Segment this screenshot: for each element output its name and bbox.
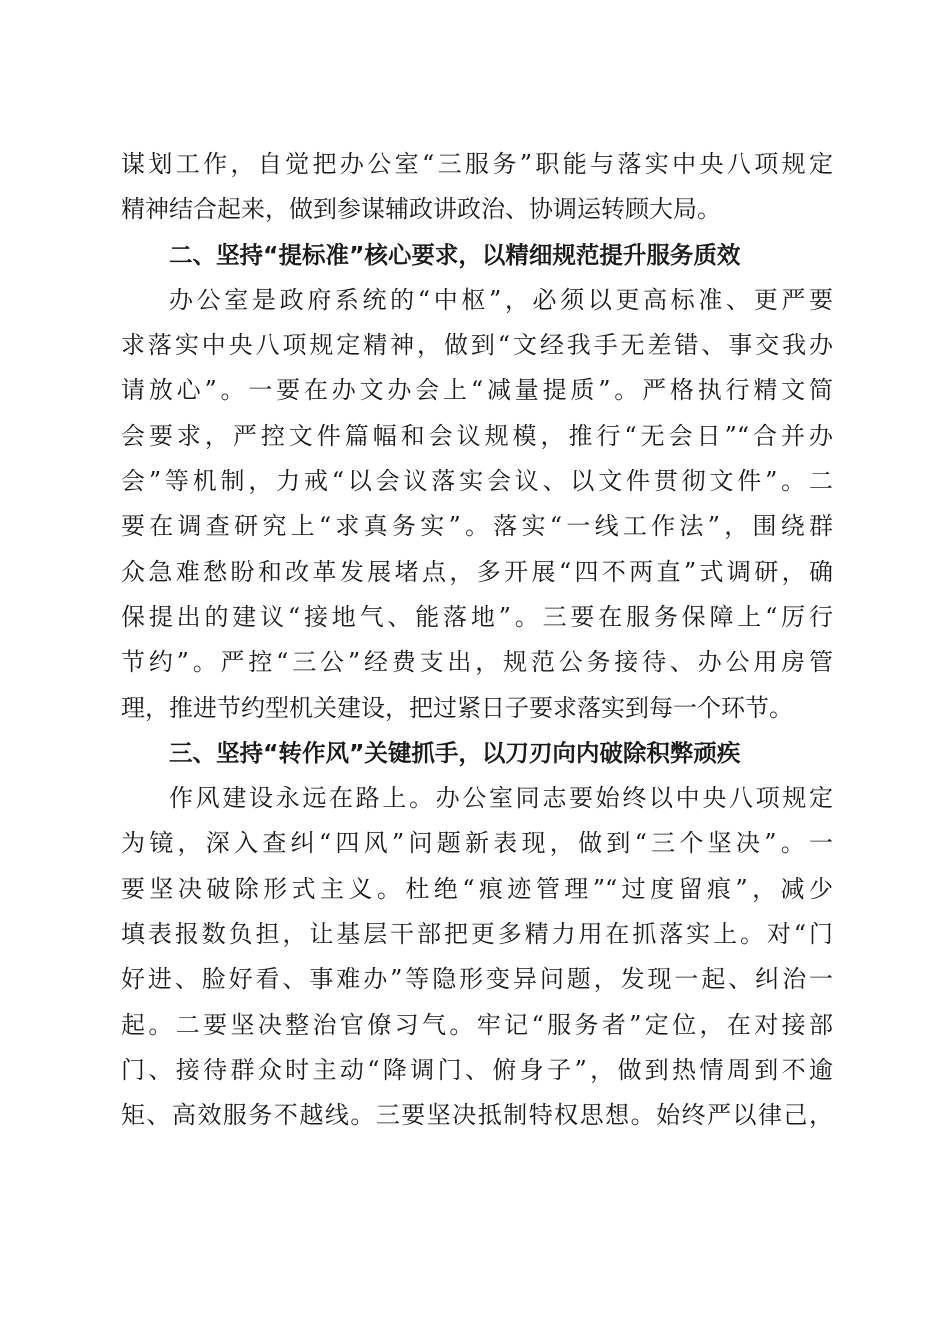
paragraph-5-line-5: 好进、脸好看、事难办”等隐形变异问题，发现一起、纠治一 [121,965,833,994]
paragraph-5-line-7: 门、接待群众时主动“降调门、俯身子”，做到热情周到不逾 [121,1055,833,1084]
paragraph-3-line-2: 求落实中央八项规定精神，做到“文经我手无差错、事交我办 [121,331,833,360]
paragraph-5-line-8: 矩、高效服务不越线。三要坚决抵制特权思想。始终严以律己， [121,1101,833,1130]
document-body [121,142,833,1139]
section-heading-2: 二、坚持“提标准”核心要求，以精细规范提升服务质效 [169,240,741,269]
paragraph-3-line-6: 要在调查研究上“求真务实”。落实“一线工作法”，围绕群 [121,512,833,541]
paragraph-3-line-3: 请放心”。一要在办文办会上“减量提质”。严格执行精文简 [121,376,833,405]
paragraph-3-line-7: 众急难愁盼和改革发展堵点，多开展“四不两直”式调研，确 [121,557,833,586]
paragraph-5-line-4: 填表报数负担，让基层干部把更多精力用在抓落实上。对“门 [121,920,833,949]
section-heading-3: 三、坚持“转作风”关键抓手，以刀刃向内破除积弊顽疾 [169,738,741,767]
paragraph-1-line-2: 精神结合起来，做到参谋辅政讲政治、协调运转顾大局。 [121,195,721,224]
paragraph-1-line-1: 谋划工作，自觉把办公室“三服务”职能与落实中央八项规定 [121,150,833,178]
paragraph-3-line-1: 办公室是政府系统的“中枢”，必须以更高标准、更严要 [169,285,833,314]
paragraph-5-line-3: 要坚决破除形式主义。杜绝“痕迹管理”“过度留痕”，减少 [121,874,833,903]
paragraph-3-line-4: 会要求，严控文件篇幅和会议规模，推行“无会日”“合并办 [121,421,833,450]
paragraph-5-line-1: 作风建设永远在路上。办公室同志要始终以中央八项规定 [169,784,833,813]
paragraph-3-line-8: 保提出的建议“接地气、能落地”。三要在服务保障上“厉行 [121,602,833,631]
paragraph-3-line-9: 节约”。严控“三公”经费支出，规范公务接待、办公用房管 [121,648,833,677]
paragraph-5-line-2: 为镜，深入查纠“四风”问题新表现，做到“三个坚决”。一 [121,829,833,858]
paragraph-5-line-6: 起。二要坚决整治官僚习气。牢记“服务者”定位，在对接部 [121,1010,833,1039]
paragraph-3-line-10: 理，推进节约型机关建设，把过紧日子要求落实到每一个环节。 [121,693,793,722]
paragraph-3-line-5: 会”等机制，力戒“以会议落实会议、以文件贯彻文件”。二 [121,467,833,496]
